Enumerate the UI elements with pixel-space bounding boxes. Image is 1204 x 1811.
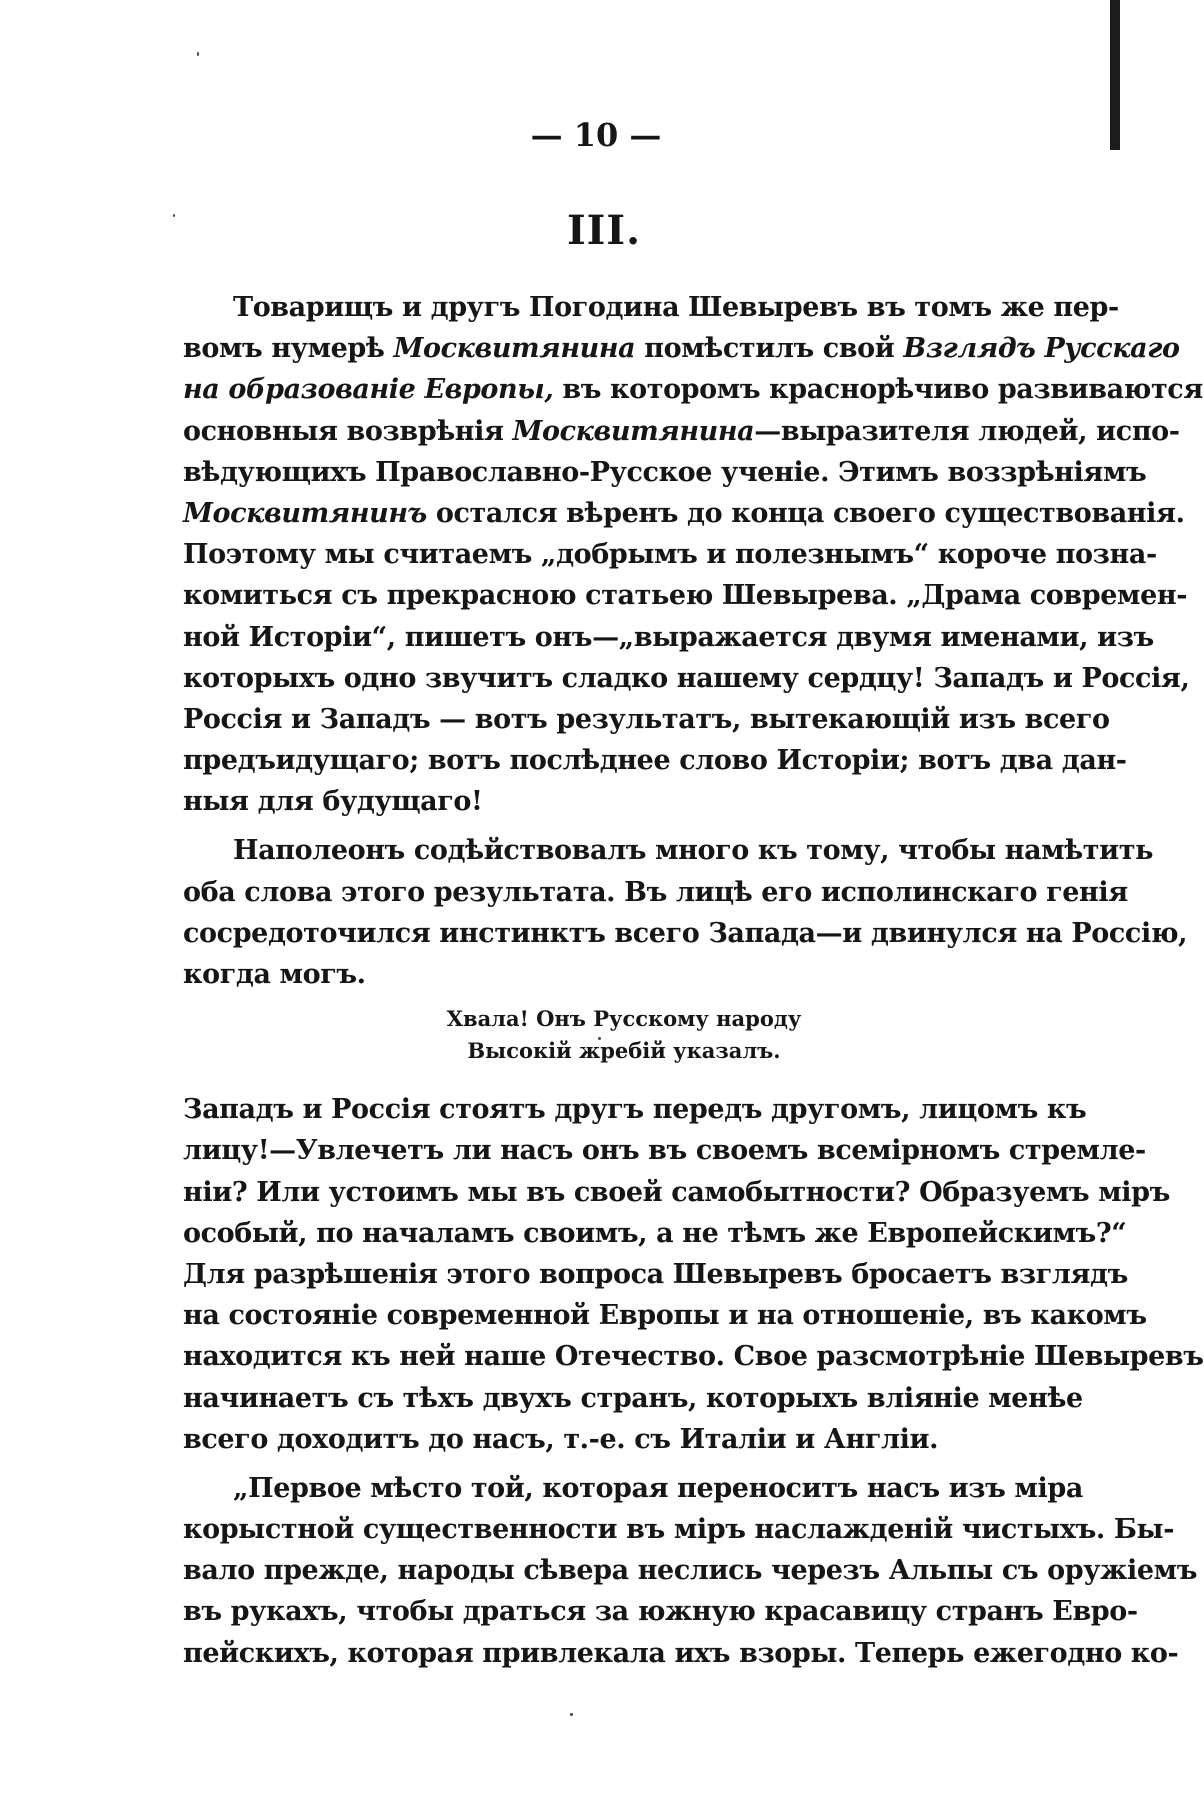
text-line: „Первое мѣсто той, которая переноситъ насъ изъ міра [233,1472,1083,1504]
text-line: находится къ ней наше Отечество. Свое разсмотрѣніе Шевыревъ [183,1341,1204,1373]
text-line: предъидущаго; вотъ послѣднее слово Исторіи; вотъ два дан- [183,745,1127,777]
verse-line: Высокій жребій указалъ. [467,1038,781,1064]
paragraph-3 [183,1089,1204,1460]
text-line: ныя для будущаго! [183,786,483,818]
text-line: ной Исторіи“, пишетъ онъ—„выражается двумя именами, изъ [183,621,1154,653]
text-line: комиться съ прекрасною статьею Шевырева. „Драма современ- [183,580,1188,612]
text-line: Москвитянинъ остался вѣренъ до конца своего существованія. [183,497,1185,529]
italic-title: на образованіе Европы, [183,374,554,406]
text-line: корыстной существенности въ міръ наслажденій чистыхъ. Бы- [183,1514,1175,1546]
text-line: Поэтому мы считаемъ „добрымъ и полезнымъ“ короче позна- [183,539,1157,571]
scan-speck [197,52,199,56]
italic-title: Москвитянинъ [183,497,427,529]
scan-speck [570,1713,573,1716]
text-line: ніи? Или устоимъ мы въ своей самобытности? Образуемъ міръ [183,1176,1170,1208]
italic-title: Москвитянина [393,333,636,365]
text-line: Россія и Западъ — вотъ результатъ, вытекающій изъ всего [183,703,1110,735]
paragraph-1 [183,287,1203,822]
text-line: Западъ и Россія стоятъ другъ передъ другомъ, лицомъ къ [183,1094,1087,1126]
paragraph-2 [183,830,1188,995]
text-line: основныя возврѣнія Москвитянина—выразителя людей, испо- [183,415,1180,447]
book-page [183,105,1204,1674]
text-line: лицу!—Увлечетъ ли насъ онъ въ своемъ всемірномъ стремле- [183,1135,1146,1167]
text-line: въ рукахъ, чтобы драться за южную красавицу странъ Евро- [183,1596,1138,1628]
text-line: сосредоточился инстинктъ всего Запада—и двинулся на Россію, [183,917,1188,949]
verse-line: Хвала! Онъ Русскому народу [446,1006,802,1032]
text-line: вомъ нумерѣ Москвитянина помѣстилъ свой Взглядъ Русскаго [183,333,1180,365]
text-line: на состояніе современной Европы и на отношеніе, въ какомъ [183,1300,1147,1332]
verse-quote [183,1003,1025,1067]
text-line: Товарищъ и другъ Погодина Шевыревъ въ томъ же пер- [233,292,1119,323]
section-heading: III. [566,207,642,254]
text-line: начинаетъ съ тѣхъ двухъ странъ, которыхъ вліяніе менѣе [183,1382,1083,1414]
paragraph-4 [183,1468,1198,1674]
text-line: Наполеонъ содѣйствовалъ много къ тому, чтобы намѣтить [233,835,1154,867]
page-number: — 10 — [530,116,662,154]
text-line: Для разрѣшенія этого вопроса Шевыревъ бросаетъ взглядъ [183,1258,1128,1290]
scan-speck [173,214,175,217]
italic-title: Взглядъ Русскаго [903,333,1180,365]
text-line: оба слова этого результата. Въ лицѣ его исполинскаго генія [183,876,1128,908]
text-line: всего доходитъ до насъ, т.-е. съ Италіи и Англіи. [183,1423,939,1455]
text-line: вѣдующихъ Православно-Русское ученіе. Этимъ воззрѣніямъ [183,456,1147,488]
text-line: особый, по началамъ своимъ, а не тѣмъ же Европейскимъ?“ [183,1217,1127,1249]
text-line: которыхъ одно звучитъ сладко нашему сердцу! Западъ и Россія, [183,662,1190,694]
text-line: пейскихъ, которая привлекала ихъ взоры. Теперь ежегодно ко- [183,1637,1179,1669]
text-line: на образованіе Европы, въ которомъ краснорѣчиво развиваются [183,374,1203,406]
italic-title: Москвитянина [512,415,755,447]
text-line: вало прежде, народы сѣвера неслись черезъ Альпы съ оружіемъ [183,1555,1198,1587]
text-line: когда могъ. [183,959,366,990]
scan-edge-mark [1110,0,1120,150]
